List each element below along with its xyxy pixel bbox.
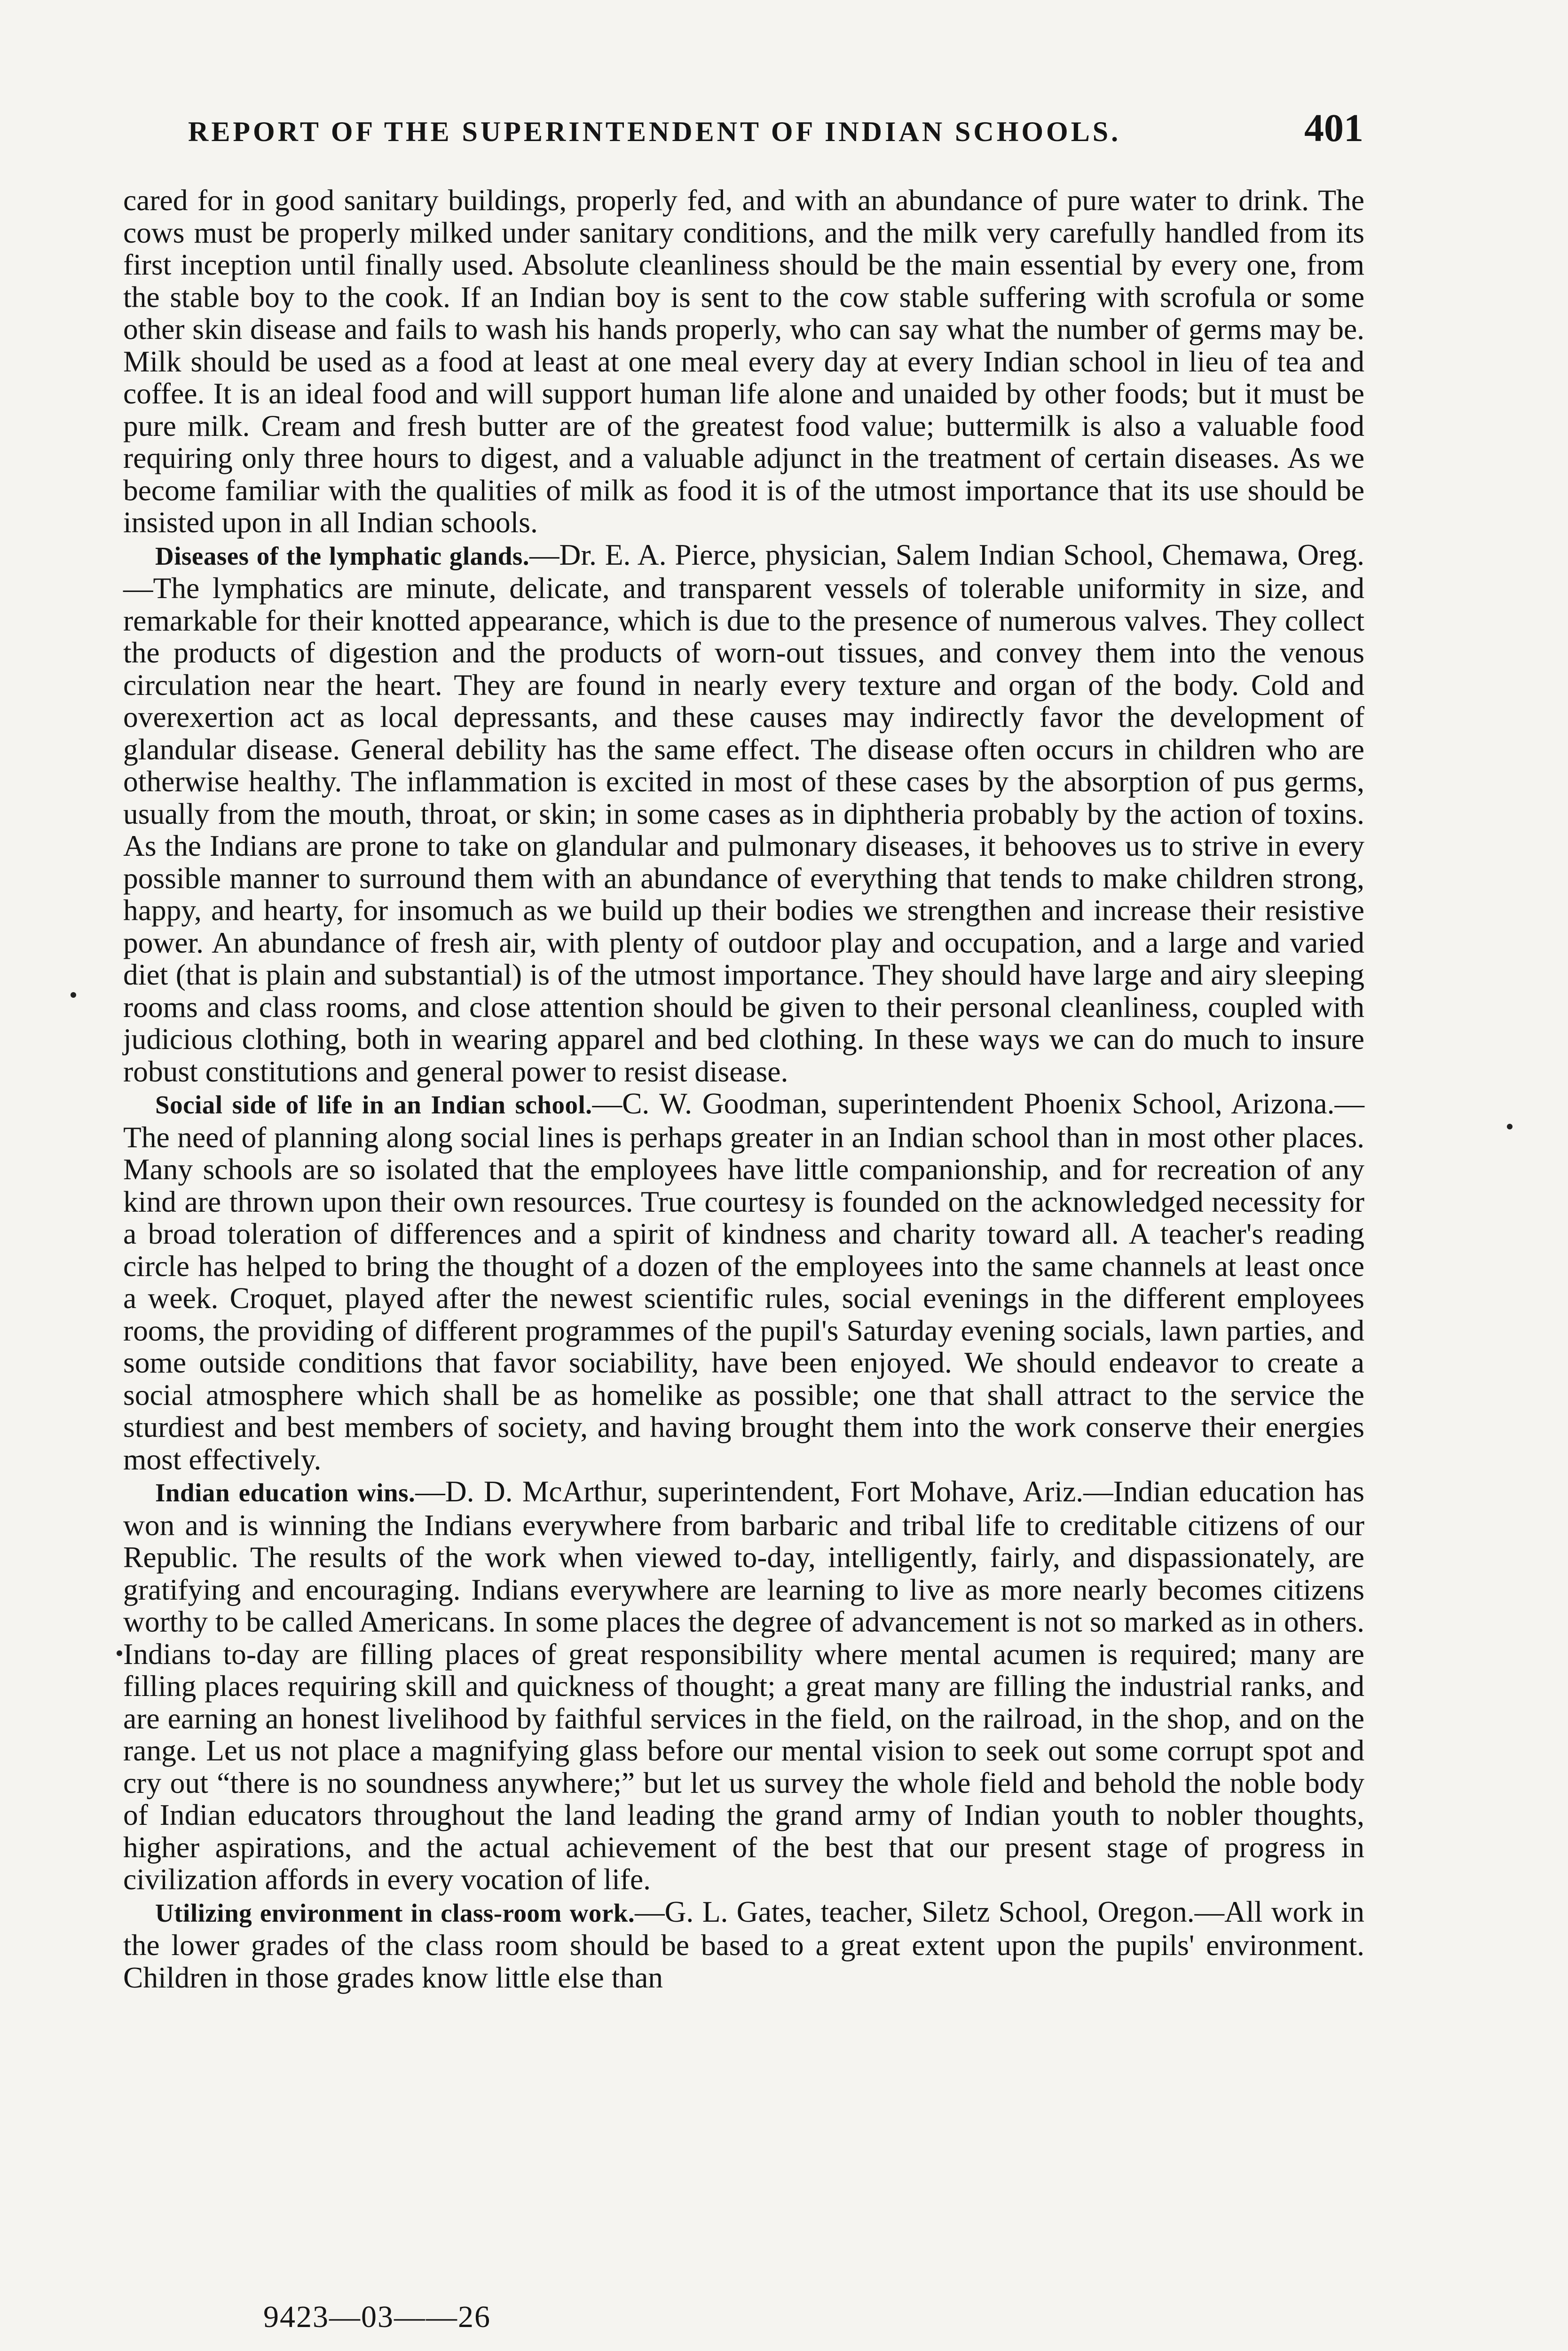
margin-speck xyxy=(117,1650,122,1656)
running-head: REPORT OF THE SUPERINTENDENT OF INDIAN SCHOOLS. xyxy=(188,116,1121,147)
paragraph-text: —Dr. E. A. Pierce, physician, Salem Indian School, Chemawa, Oreg.—The lymphatics are minute, delicate, and transparent vessels of tolerable uniformity in size, and remarkable for their knotted appearance, which is due to the presence of numerous valves. They collect the products of digestion and the products of worn-out tissues, and convey them into the venous circulation near the heart. They are found in nearly every texture and organ of the body. Cold and overexertion act as local depressants, and these causes may indirectly favor the development of glandular disease. General debility has the same effect. The disease often occurs in children who are otherwise healthy. The inflammation is excited in most of these cases by the absorption of pus germs, usually from the mouth, throat, or skin; in some cases as in diphtheria probably by the action of toxins. As the Indians are prone to take on glandular and pulmonary diseases, it behooves us to strive in every possible manner to surround them with an abundance of everything that tends to make children strong, happy, and hearty, for insomuch as we build up their bodies we strengthen and increase their resistive power. An abundance of fresh air, with plenty of outdoor play and occupation, and a large and varied diet (that is plain and substantial) is of the utmost importance. They should have large and airy sleeping rooms and class rooms, and close attention should be given to their personal cleanliness, coupled with judicious clothing, both in wearing apparel and bed clothing. In these ways we can do much to insure robust constitutions and general power to resist disease. xyxy=(123,537,1365,1088)
margin-speck xyxy=(71,992,76,998)
margin-speck xyxy=(1507,1124,1513,1129)
paragraph-text: —D. D. McArthur, superintendent, Fort Mohave, Ariz.—Indian education has won and is winning the Indians everywhere from barbaric and tribal life to creditable citizens of our Republic. The results of the work when viewed to-day, intelligently, fairly, and dispassionately, are gratifying and encouraging. Indians everywhere are learning to live as more nearly becomes citizens worthy to be called Americans. In some places the degree of advancement is not so marked as in others. Indians to-day are filling places of great responsibility where mental acumen is required; many are filling places requiring skill and quickness of thought; a great many are filling the industrial ranks, and are earning an honest livelihood by faithful services in the field, on the railroad, in the shop, and on the range. Let us not place a magnifying glass before our mental vision to seek out some corrupt spot and cry out “there is no soundness anywhere;” but let us survey the whole field and behold the noble body of Indian educators throughout the land leading the grand army of Indian youth to nobler thoughts, higher aspirations, and the actual achievement of the best that our present stage of progress in civilization affords in every vocation of life. xyxy=(123,1475,1364,1896)
paragraph-social-side xyxy=(123,1088,1364,1475)
paragraph-milk xyxy=(123,184,1364,539)
section-lead: Indian education wins. xyxy=(155,1478,416,1507)
body-text xyxy=(123,184,1364,1994)
paragraph-education-wins xyxy=(123,1475,1364,1896)
paragraph-environment xyxy=(123,1896,1364,1994)
signature-mark: 9423—03——26 xyxy=(263,2300,491,2334)
section-lead: Diseases of the lymphatic glands. xyxy=(155,541,529,570)
section-lead: Social side of life in an Indian school. xyxy=(155,1090,592,1119)
paragraph-text: —G. L. Gates, teacher, Siletz School, Oregon.—All work in the lower grades of the class room should be based to a great extent upon the pupils' environment. Children in those grades know little else than xyxy=(123,1894,1364,1994)
page-number: 401 xyxy=(1304,106,1363,150)
section-lead: Utilizing environment in class-room work. xyxy=(155,1898,635,1927)
paragraph-lymphatic-glands xyxy=(123,539,1364,1088)
paragraph-text: cared for in good sanitary buildings, properly fed, and with an abundance of pure water to drink. The cows must be properly milked under sanitary conditions, and the milk very carefully handled from its first inception until finally used. Absolute cleanliness should be the main essential by every one, from the stable boy to the cook. If an Indian boy is sent to the cow stable suffering with scrofula or some other skin disease and fails to wash his hands properly, who can say what the number of germs may be. Milk should be used as a food at least at one meal every day at every Indian school in lieu of tea and coffee. It is an ideal food and will support human life alone and unaided by other foods; but it must be pure milk. Cream and fresh butter are of the greatest food value; buttermilk is also a valuable food requiring only three hours to digest, and a valuable adjunct in the treatment of certain diseases. As we become familiar with the qualities of milk as food it is of the utmost importance that its use should be insisted upon in all Indian schools. xyxy=(123,183,1364,539)
page-header xyxy=(179,99,1363,155)
paragraph-text: —C. W. Goodman, superintendent Phoenix School, Arizona.—The need of planning along social lines is perhaps greater in an Indian school than in most other places. Many schools are so isolated that the employees have little companionship, and for recreation of any kind are thrown upon their own resources. True courtesy is founded on the acknowledged necessity for a broad toleration of differences and a spirit of kindness and charity toward all. A teacher's reading circle has helped to bring the thought of a dozen of the employees into the same channels at least once a week. Croquet, played after the newest scientific rules, social evenings in the different employees rooms, the providing of different programmes of the pupil's Saturday evening socials, lawn parties, and some outside conditions that favor sociability, have been enjoyed. We should endeavor to create a social atmosphere which shall be as homelike as possible; one that shall attract to the service the sturdiest and best members of society, and having brought them into the work conserve their energies most effectively. xyxy=(123,1087,1364,1476)
